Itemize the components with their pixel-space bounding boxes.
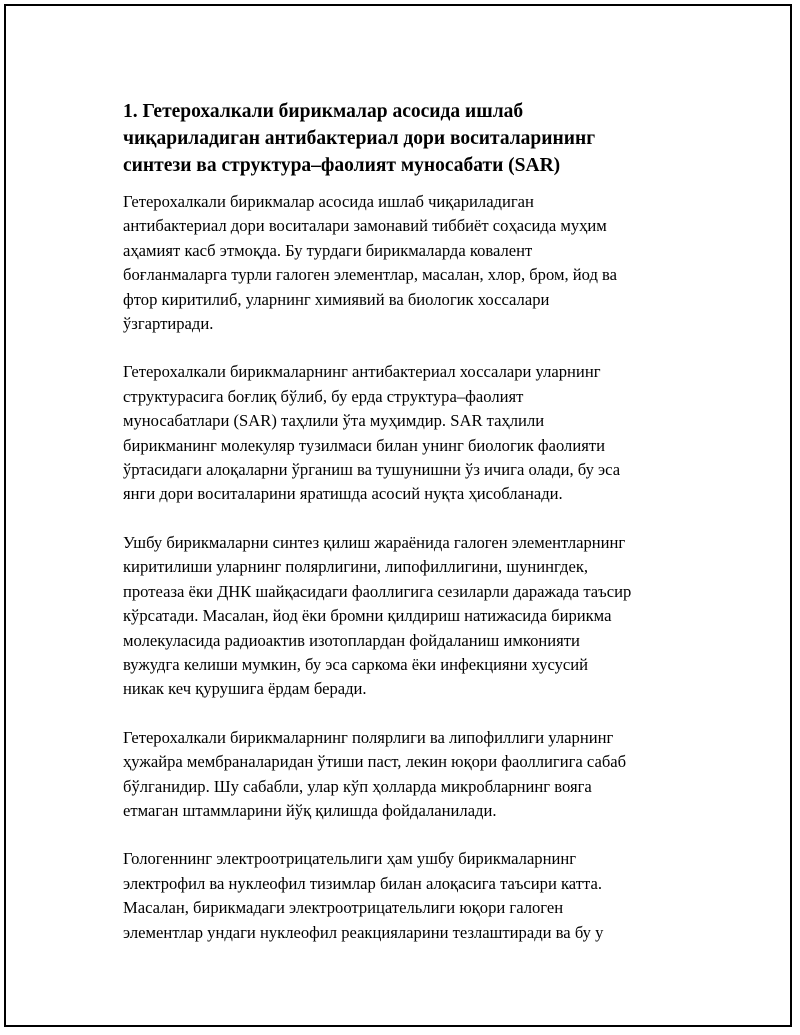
paragraph-4 (123, 726, 693, 824)
text-line: кўрсатади. Масалан, йод ёки бромни қилдириш натижасида бирикма (123, 606, 612, 626)
text-line: киритилиши уларнинг полярлигини, липофиллигини, шунингдек, (123, 557, 589, 577)
paragraph-1 (123, 190, 693, 336)
text-line: Гологеннинг электроотрицательлиги ҳам ушбу бирикмаларнинг (123, 849, 577, 869)
text-line: етмаган штаммларини йўқ қилишда фойдаланилади. (123, 800, 497, 820)
text-line: ўзгартиради. (123, 314, 214, 334)
text-line: муносабатлари (SAR) таҳлили ўта муҳимдир. SAR таҳлили (123, 411, 545, 431)
text-line: антибактериал дори воситалари замонавий тиббиёт соҳасида муҳим (123, 216, 607, 236)
text-line: ўртасидаги алоқаларни ўрганиш ва тушунишни ўз ичига олади, бу эса (123, 460, 621, 480)
text-line: вужудга келиши мумкин, бу эса саркома ёки инфекцияни хусусий (123, 654, 589, 674)
text-line: элементлар ундаги нуклеофил реакцияларини тезлаштиради ва бу у (123, 922, 604, 942)
section-heading (123, 98, 693, 179)
paragraph-2 (123, 360, 693, 506)
text-line: боғланмаларга турли галоген элементлар, масалан, хлор, бром, йод ва (123, 265, 618, 285)
text-line: бўлганидир. Шу сабабли, улар кўп ҳолларда микробларнинг вояга (123, 776, 592, 796)
paragraph-3 (123, 531, 693, 702)
text-line: структурасига боғлиқ бўлиб, бу ерда структура–фаолият (123, 386, 524, 406)
heading-line: чиқариладиган антибактериал дори воситаларининг (123, 128, 596, 149)
text-line: бирикманинг молекуляр тузилмаси билан унинг биологик фаолияти (123, 435, 605, 455)
paragraph-5 (123, 847, 693, 945)
text-line: ҳужайра мембраналаридан ўтиши паст, лекин юқори фаоллигига сабаб (123, 752, 627, 772)
text-line: Гетерохалкали бирикмаларнинг антибактериал хоссалари уларнинг (123, 362, 601, 382)
text-line: Гетерохалкали бирикмалар асосида ишлаб чиқариладиган (123, 192, 534, 211)
text-line: Гетерохалкали бирикмаларнинг полярлиги ва липофиллиги уларнинг (123, 727, 614, 747)
heading-line: синтези ва структура–фаолият муносабати (SAR) (123, 155, 561, 176)
text-line: никак кеч қурушига ёрдам беради. (123, 679, 367, 699)
text-line: янги дори воситаларини яратишда асосий нуқта ҳисобланади. (123, 484, 563, 504)
text-line: Масалан, бирикмадаги электроотрицательлиги юқори галоген (123, 898, 564, 918)
text-line: молекуласида радиоактив изотоплардан фойдаланиш имконияти (123, 630, 580, 650)
text-line: фтор киритилиб, уларнинг химиявий ва биологик хоссалари (123, 289, 550, 309)
document-body (123, 98, 693, 969)
heading-line: 1. Гетерохалкали бирикмалар асосида ишлаб (123, 101, 524, 122)
text-line: электрофил ва нуклеофил тизимлар билан алоқасига таъсири катта. (123, 873, 602, 893)
text-line: аҳамият касб этмоқда. Бу турдаги бирикмаларда ковалент (123, 240, 533, 260)
page-frame (4, 4, 792, 1027)
text-line: Ушбу бирикмаларни синтез қилиш жараёнида галоген элементларнинг (123, 532, 626, 552)
text-line: протеаза ёки ДНК шайқасидаги фаоллигига сезиларли даражада таъсир (123, 581, 632, 601)
